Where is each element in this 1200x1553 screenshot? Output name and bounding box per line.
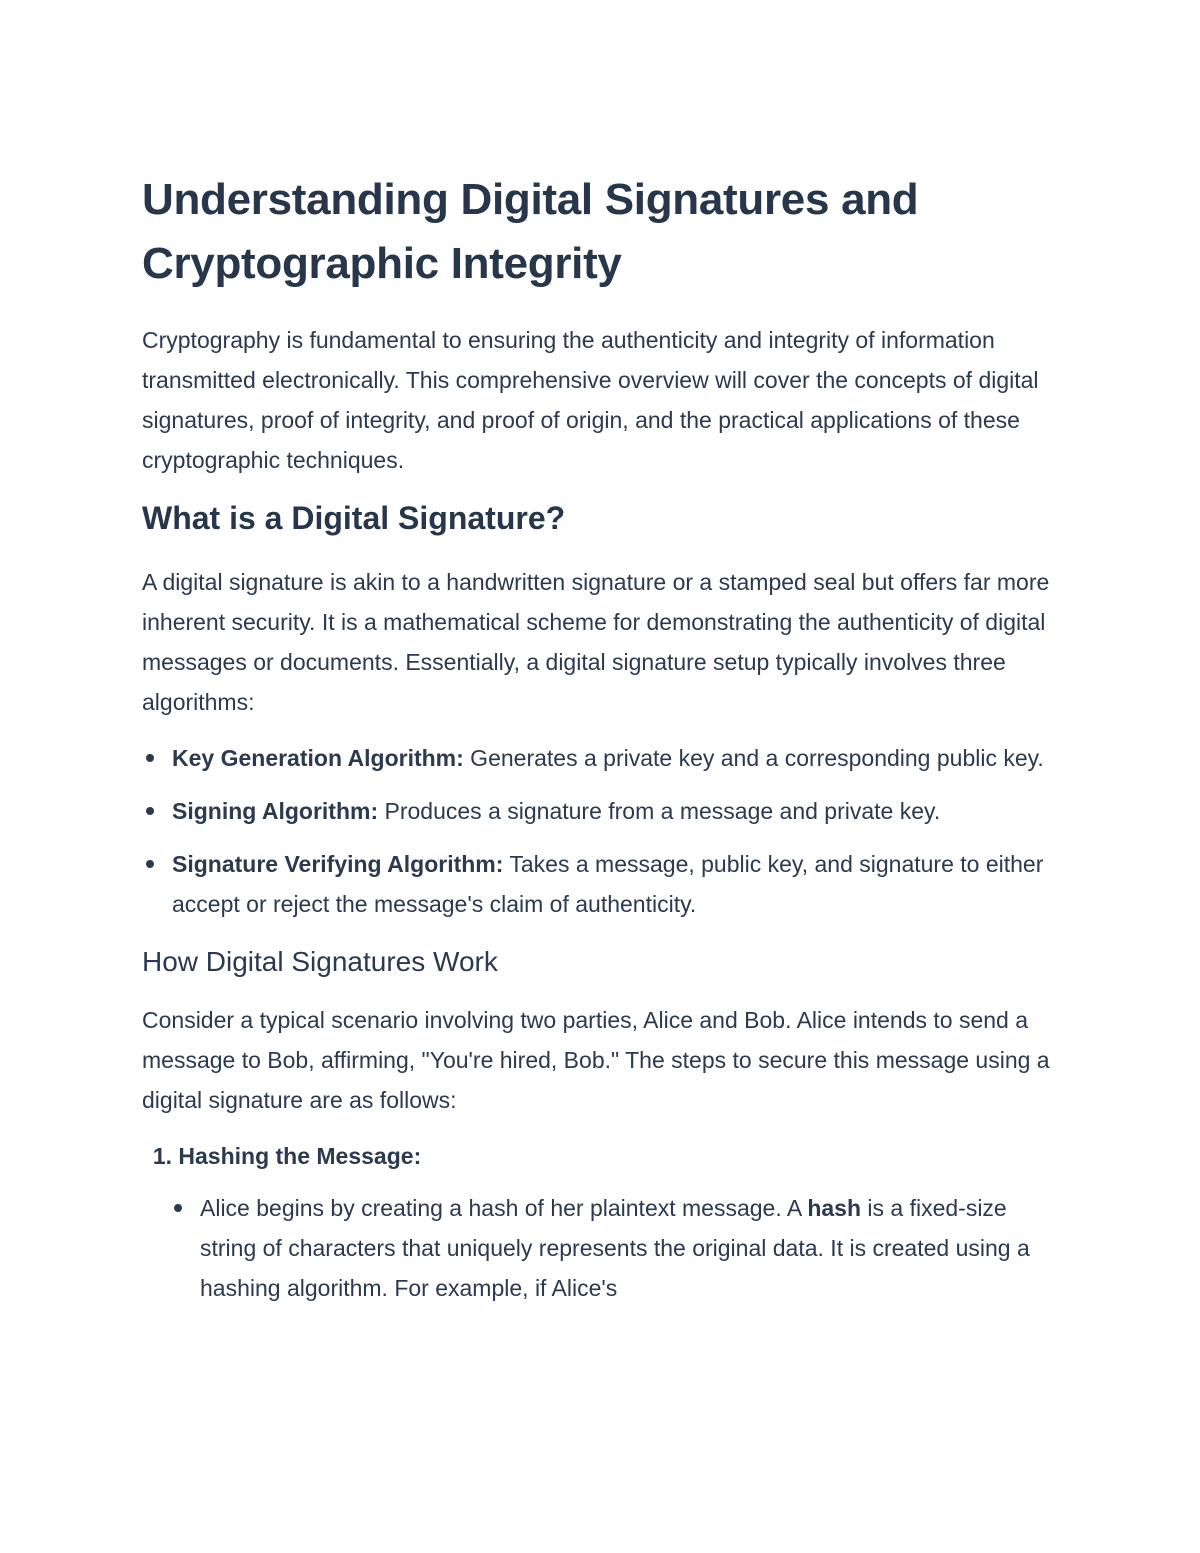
subsection-heading-how-it-works: How Digital Signatures Work (142, 946, 498, 977)
steps-list (142, 1136, 1062, 1308)
list-item-desc: Generates a private key and a corresponding public key. (463, 745, 1044, 771)
sub-text-pre: Alice begins by creating a hash of her plaintext message. A (200, 1195, 808, 1221)
list-item-term: Signature Verifying Algorithm: (172, 851, 504, 877)
algorithm-list (142, 738, 1062, 924)
section-heading-digital-signature: What is a Digital Signature? (142, 500, 566, 536)
section-paragraph: A digital signature is akin to a handwritten signature or a stamped seal but offers far more inherent security. It is a mathematical scheme for demonstrating the authenticity of digital messages or documents. Essentially, a digital signature setup typically involves three algorithms: (142, 569, 1050, 715)
list-item (142, 791, 1062, 831)
step-sub-list (142, 1188, 1062, 1308)
list-item (142, 738, 1062, 778)
list-item-desc: Produces a signature from a message and private key. (378, 798, 941, 824)
page-title: Understanding Digital Signatures and Cryptographic Integrity (142, 175, 919, 288)
sub-text-bold: hash (807, 1195, 861, 1221)
document-page (142, 168, 1062, 1320)
step-title: Hashing the Message: (178, 1143, 422, 1169)
list-item (142, 844, 1062, 924)
step-item (142, 1136, 1062, 1308)
step-number: 1. (152, 1143, 172, 1169)
list-item (200, 1188, 1062, 1308)
sub-text-post: is a fixed-size string of characters that uniquely represents the original data. It is created using a hashing algorithm. For example, if Alice's (200, 1195, 1030, 1301)
list-item-term: Key Generation Algorithm: (172, 745, 464, 771)
list-item-desc: Takes a message, public key, and signature to either accept or reject the message's claim of authenticity. (172, 851, 1044, 917)
intro-paragraph: Cryptography is fundamental to ensuring the authenticity and integrity of information transmitted electronically. This comprehensive overview will cover the concepts of digital signatures, proof of integrity, and proof of origin, and the practical applications of these cryptographic techniques. (142, 327, 1039, 473)
scenario-paragraph: Consider a typical scenario involving two parties, Alice and Bob. Alice intends to send a message to Bob, affirming, "You're hired, Bob." The steps to secure this message using a digital signature are as follows: (142, 1007, 1050, 1113)
list-item-term: Signing Algorithm: (172, 798, 379, 824)
